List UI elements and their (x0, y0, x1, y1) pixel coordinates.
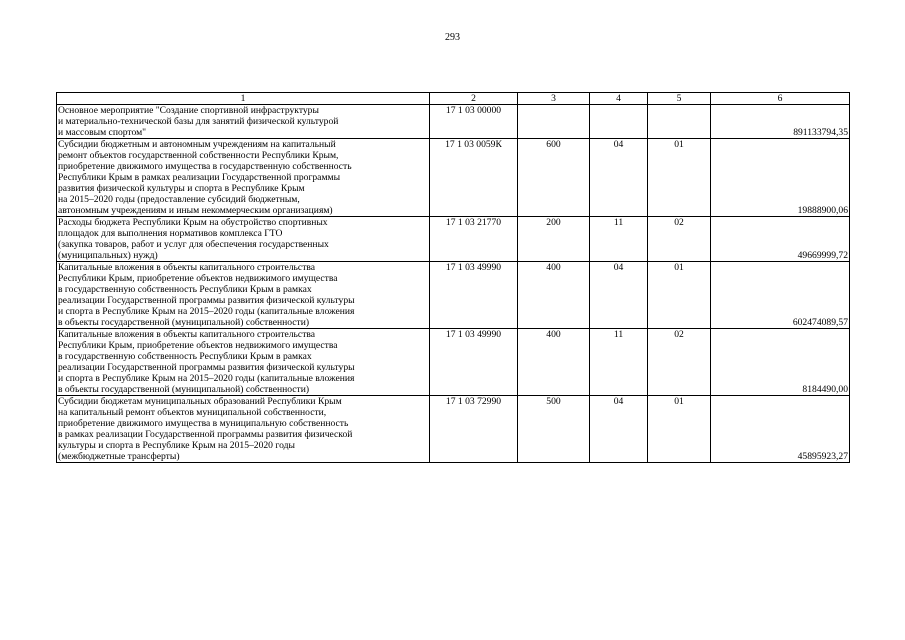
row-subsection: 01 (648, 262, 711, 329)
row-description: Капитальные вложения в объекты капитального строительства Республики Крым, приобретение объектов недвижимого имущества в государственную собственность Республики Крым в рамках реализации Государственной программы развития физической культуры и спорта в Республике Крым на 2015–2020 годы (капитальные вложения в объекты государственной (муниципальной) собственности) (57, 329, 430, 396)
table-row (57, 105, 850, 139)
table-row (57, 262, 850, 329)
row-target-code: 17 1 03 49990 (430, 329, 518, 396)
row-description: Расходы бюджета Республики Крым на обустройство спортивных площадок для выполнения нормативов комплекса ГТО (закупка товаров, работ и услуг для обеспечения государственных (муниципальных) нужд) (57, 217, 430, 262)
row-expense-type: 400 (518, 262, 590, 329)
row-subsection: 02 (648, 329, 711, 396)
table-row (57, 217, 850, 262)
table-row (57, 139, 850, 217)
table-row (57, 396, 850, 463)
row-expense-type: 600 (518, 139, 590, 217)
row-amount: 49669999,72 (711, 217, 850, 262)
row-amount: 602474089,57 (711, 262, 850, 329)
row-target-code: 17 1 03 72990 (430, 396, 518, 463)
column-header: 2 (430, 93, 518, 105)
row-expense-type (518, 105, 590, 139)
table-row (57, 329, 850, 396)
row-target-code: 17 1 03 0059К (430, 139, 518, 217)
row-description: Основное мероприятие "Создание спортивной инфраструктуры и материально-технической базы для занятий физической культурой и массовым спортом" (57, 105, 430, 139)
page-number: 293 (445, 32, 460, 43)
row-amount: 19888900,06 (711, 139, 850, 217)
column-header: 5 (648, 93, 711, 105)
table-header-row (57, 93, 850, 105)
row-description: Субсидии бюджетам муниципальных образований Республики Крым на капитальный ремонт объектов муниципальной собственности, приобретение движимого имущества в муниципальную собственность в рамках реализации Государственной программы развития физической культуры и спорта в Республике Крым на 2015–2020 годы (межбюджетные трансферты) (57, 396, 430, 463)
row-section: 04 (590, 396, 648, 463)
row-section: 11 (590, 329, 648, 396)
row-amount: 891133794,35 (711, 105, 850, 139)
row-target-code: 17 1 03 00000 (430, 105, 518, 139)
row-expense-type: 200 (518, 217, 590, 262)
row-subsection: 02 (648, 217, 711, 262)
row-section: 04 (590, 139, 648, 217)
row-description: Субсидии бюджетным и автономным учреждениям на капитальный ремонт объектов государственной собственности Республики Крым, приобретение движимого имущества в государственную собственность Республики Крым в рамках реализации Государственной программы развития физической культуры и спорта в Республике Крым на 2015–2020 годы (предоставление субсидий бюджетным, автономным учреждениям и иным некоммерческим организациям) (57, 139, 430, 217)
row-amount: 8184490,00 (711, 329, 850, 396)
column-header: 3 (518, 93, 590, 105)
column-header: 4 (590, 93, 648, 105)
column-header: 1 (57, 93, 430, 105)
row-section: 11 (590, 217, 648, 262)
row-subsection: 01 (648, 139, 711, 217)
row-expense-type: 400 (518, 329, 590, 396)
row-subsection (648, 105, 711, 139)
row-expense-type: 500 (518, 396, 590, 463)
row-section (590, 105, 648, 139)
row-target-code: 17 1 03 49990 (430, 262, 518, 329)
row-subsection: 01 (648, 396, 711, 463)
row-section: 04 (590, 262, 648, 329)
row-target-code: 17 1 03 21770 (430, 217, 518, 262)
column-header: 6 (711, 93, 850, 105)
budget-table (56, 92, 850, 463)
row-description: Капитальные вложения в объекты капитального строительства Республики Крым, приобретение объектов недвижимого имущества в государственную собственность Республики Крым в рамках реализации Государственной программы развития физической культуры и спорта в Республике Крым на 2015–2020 годы (капитальные вложения в объекты государственной (муниципальной) собственности) (57, 262, 430, 329)
row-amount: 45895923,27 (711, 396, 850, 463)
